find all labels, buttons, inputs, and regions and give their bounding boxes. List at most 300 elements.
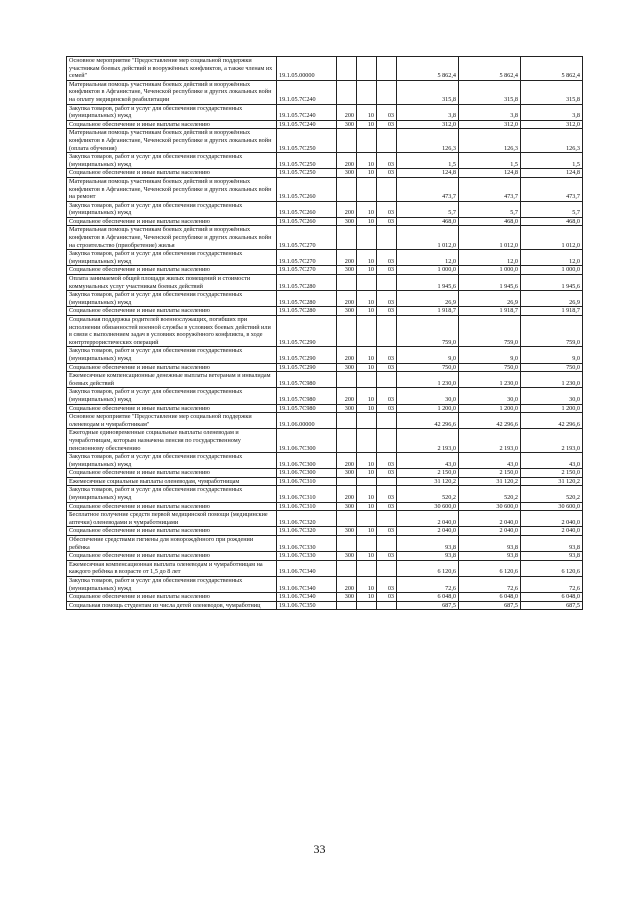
table-row [67, 307, 583, 316]
target-code: 19.1.05.7С250 [277, 169, 337, 178]
amount-year-1: 1 230,0 [397, 372, 459, 388]
amount-year-1: 5,7 [397, 201, 459, 217]
amount-year-1: 126,3 [397, 129, 459, 153]
row-name: Ежемесячные социальные выплаты оленеводам, чумработницам [67, 477, 277, 486]
section [357, 536, 377, 552]
table-row [67, 552, 583, 561]
section: 10 [357, 201, 377, 217]
amount-year-1: 1 200,0 [397, 404, 459, 413]
amount-year-1: 30 600,0 [397, 502, 459, 511]
subsection: 03 [377, 307, 397, 316]
table-row [67, 169, 583, 178]
amount-year-2: 124,8 [459, 169, 521, 178]
amount-year-3: 43,0 [521, 453, 583, 469]
expense-type: 200 [337, 250, 357, 266]
target-code: 19.1.05.7С270 [277, 250, 337, 266]
table-row [67, 511, 583, 527]
amount-year-3: 2 193,0 [521, 429, 583, 453]
subsection: 03 [377, 527, 397, 536]
expense-type: 300 [337, 363, 357, 372]
target-code: 19.1.06.7С340 [277, 560, 337, 576]
subsection [377, 477, 397, 486]
amount-year-1: 43,0 [397, 453, 459, 469]
table-row [67, 502, 583, 511]
amount-year-1: 315,8 [397, 80, 459, 104]
row-name: Социальная помощь студентам из числа детей оленеводов, чумработниц [67, 601, 277, 610]
row-name: Социальная поддержка родителей военнослужащих, погибших при исполнении обязанностей военной службы в условиях боевых действий или в связи с выполнением задач в условиях вооружённого конфликта, в ходе контртеррористических операций [67, 316, 277, 347]
expense-type: 200 [337, 201, 357, 217]
target-code: 19.1.06.7С330 [277, 552, 337, 561]
section: 10 [357, 552, 377, 561]
table-row [67, 429, 583, 453]
section [357, 511, 377, 527]
amount-year-1: 759,0 [397, 316, 459, 347]
amount-year-1: 9,0 [397, 347, 459, 363]
amount-year-2: 6 120,6 [459, 560, 521, 576]
expense-type [337, 477, 357, 486]
amount-year-3: 6 048,0 [521, 593, 583, 602]
table-row [67, 129, 583, 153]
amount-year-3: 12,0 [521, 250, 583, 266]
row-name: Материальная помощь участникам боевых действий и вооружённых конфликтов в Афганистане, Чеченской республике и других локальных войн на строительство (приобретение) жилья [67, 226, 277, 250]
row-name: Закупка товаров, работ и услуг для обеспечения государственных (муниципальных) нужд [67, 250, 277, 266]
amount-year-1: 2 040,0 [397, 527, 459, 536]
amount-year-2: 1 918,7 [459, 307, 521, 316]
table-row [67, 527, 583, 536]
expense-type [337, 511, 357, 527]
subsection: 03 [377, 404, 397, 413]
section [357, 129, 377, 153]
amount-year-2: 5 862,4 [459, 57, 521, 81]
amount-year-1: 124,8 [397, 169, 459, 178]
amount-year-2: 473,7 [459, 177, 521, 201]
row-name: Социальное обеспечение и иные выплаты населению [67, 593, 277, 602]
expense-type [337, 316, 357, 347]
subsection [377, 413, 397, 429]
table-row [67, 57, 583, 81]
target-code: 19.1.06.7С310 [277, 502, 337, 511]
amount-year-3: 124,8 [521, 169, 583, 178]
table-row [67, 201, 583, 217]
amount-year-2: 42 296,6 [459, 413, 521, 429]
amount-year-1: 26,9 [397, 291, 459, 307]
target-code: 19.1.05.7С980 [277, 372, 337, 388]
section [357, 275, 377, 291]
amount-year-1: 687,5 [397, 601, 459, 610]
subsection: 03 [377, 153, 397, 169]
section [357, 226, 377, 250]
amount-year-1: 520,2 [397, 486, 459, 502]
subsection: 03 [377, 347, 397, 363]
amount-year-3: 1 012,0 [521, 226, 583, 250]
table-row [67, 404, 583, 413]
amount-year-2: 1,5 [459, 153, 521, 169]
expense-type: 300 [337, 469, 357, 478]
row-name: Закупка товаров, работ и услуг для обеспечения государственных (муниципальных) нужд [67, 486, 277, 502]
target-code: 19.1.05.7С260 [277, 217, 337, 226]
table-row [67, 477, 583, 486]
amount-year-1: 6 120,6 [397, 560, 459, 576]
amount-year-3: 520,2 [521, 486, 583, 502]
row-name: Закупка товаров, работ и услуг для обеспечения государственных (муниципальных) нужд [67, 291, 277, 307]
table-row [67, 104, 583, 120]
amount-year-3: 1 230,0 [521, 372, 583, 388]
amount-year-3: 30 600,0 [521, 502, 583, 511]
row-name: Бесплатное получение средств первой медицинской помощи (медицинские аптечки) оленеводами и чумработницами [67, 511, 277, 527]
expense-type: 300 [337, 593, 357, 602]
subsection [377, 226, 397, 250]
amount-year-2: 126,3 [459, 129, 521, 153]
amount-year-1: 5 862,4 [397, 57, 459, 81]
target-code: 19.1.05.7С250 [277, 129, 337, 153]
row-name: Ежемесячная компенсационная выплата оленеводам и чумработницам на каждого ребёнка в возрасте от 1,5 до 8 лет [67, 560, 277, 576]
target-code: 19.1.06.7С320 [277, 511, 337, 527]
table-row [67, 363, 583, 372]
target-code: 19.1.05.7С270 [277, 266, 337, 275]
table-row [67, 120, 583, 129]
amount-year-1: 473,7 [397, 177, 459, 201]
target-code: 19.1.06.00000 [277, 413, 337, 429]
amount-year-3: 315,8 [521, 80, 583, 104]
amount-year-1: 1 000,0 [397, 266, 459, 275]
section [357, 601, 377, 610]
amount-year-1: 3,8 [397, 104, 459, 120]
expense-type: 300 [337, 307, 357, 316]
row-name: Социальное обеспечение и иные выплаты населению [67, 502, 277, 511]
target-code: 19.1.05.7С240 [277, 120, 337, 129]
amount-year-1: 6 048,0 [397, 593, 459, 602]
subsection: 03 [377, 486, 397, 502]
amount-year-2: 468,0 [459, 217, 521, 226]
amount-year-3: 5 862,4 [521, 57, 583, 81]
subsection: 03 [377, 502, 397, 511]
subsection: 03 [377, 577, 397, 593]
expense-type [337, 536, 357, 552]
expense-type: 300 [337, 120, 357, 129]
target-code: 19.1.05.7С290 [277, 347, 337, 363]
row-name: Социальное обеспечение и иные выплаты населению [67, 120, 277, 129]
section [357, 177, 377, 201]
table-row [67, 601, 583, 610]
target-code: 19.1.05.7С240 [277, 80, 337, 104]
row-name: Социальное обеспечение и иные выплаты населению [67, 217, 277, 226]
section: 10 [357, 153, 377, 169]
amount-year-2: 520,2 [459, 486, 521, 502]
section [357, 477, 377, 486]
table-row [67, 577, 583, 593]
expense-type [337, 57, 357, 81]
table-row [67, 347, 583, 363]
row-name: Закупка товаров, работ и услуг для обеспечения государственных (муниципальных) нужд [67, 153, 277, 169]
section [357, 560, 377, 576]
amount-year-2: 315,8 [459, 80, 521, 104]
row-name: Закупка товаров, работ и услуг для обеспечения государственных (муниципальных) нужд [67, 577, 277, 593]
table-row [67, 177, 583, 201]
subsection: 03 [377, 291, 397, 307]
amount-year-1: 1,5 [397, 153, 459, 169]
table-row [67, 266, 583, 275]
amount-year-2: 43,0 [459, 453, 521, 469]
amount-year-3: 687,5 [521, 601, 583, 610]
table-row [67, 413, 583, 429]
section: 10 [357, 486, 377, 502]
amount-year-1: 42 296,6 [397, 413, 459, 429]
amount-year-2: 312,0 [459, 120, 521, 129]
section: 10 [357, 104, 377, 120]
expense-type: 300 [337, 404, 357, 413]
amount-year-2: 1 945,6 [459, 275, 521, 291]
amount-year-2: 1 000,0 [459, 266, 521, 275]
amount-year-1: 2 150,0 [397, 469, 459, 478]
expense-type: 300 [337, 169, 357, 178]
amount-year-3: 1 000,0 [521, 266, 583, 275]
subsection [377, 80, 397, 104]
amount-year-3: 26,9 [521, 291, 583, 307]
table-row [67, 536, 583, 552]
amount-year-3: 312,0 [521, 120, 583, 129]
section: 10 [357, 217, 377, 226]
target-code: 19.1.06.7С310 [277, 486, 337, 502]
amount-year-3: 2 040,0 [521, 511, 583, 527]
amount-year-3: 126,3 [521, 129, 583, 153]
amount-year-2: 750,0 [459, 363, 521, 372]
target-code: 19.1.05.7С270 [277, 226, 337, 250]
table-row [67, 372, 583, 388]
subsection: 03 [377, 469, 397, 478]
row-name: Обеспечение средствами гигиены для новорождённого при рождении ребёнка [67, 536, 277, 552]
amount-year-1: 72,6 [397, 577, 459, 593]
row-name: Оплата занимаемой общей площади жилых помещений и стоимости коммунальных услуг участникам боевых действий [67, 275, 277, 291]
target-code: 19.1.05.7С280 [277, 275, 337, 291]
expense-type: 300 [337, 502, 357, 511]
table-row [67, 560, 583, 576]
expense-type: 200 [337, 577, 357, 593]
expense-type [337, 226, 357, 250]
table-row [67, 226, 583, 250]
table-row [67, 275, 583, 291]
subsection [377, 275, 397, 291]
target-code: 19.1.05.7С290 [277, 316, 337, 347]
amount-year-2: 30 600,0 [459, 502, 521, 511]
target-code: 19.1.05.7С980 [277, 388, 337, 404]
subsection: 03 [377, 363, 397, 372]
amount-year-3: 2 150,0 [521, 469, 583, 478]
table-body [67, 57, 583, 610]
amount-year-3: 3,8 [521, 104, 583, 120]
amount-year-2: 93,8 [459, 552, 521, 561]
section: 10 [357, 347, 377, 363]
target-code: 19.1.06.7С340 [277, 593, 337, 602]
expense-type [337, 413, 357, 429]
amount-year-2: 12,0 [459, 250, 521, 266]
section: 10 [357, 502, 377, 511]
budget-table [66, 56, 583, 610]
section [357, 413, 377, 429]
row-name: Социальное обеспечение и иные выплаты населению [67, 527, 277, 536]
section: 10 [357, 291, 377, 307]
row-name: Социальное обеспечение и иные выплаты населению [67, 307, 277, 316]
expense-type: 300 [337, 266, 357, 275]
row-name: Закупка товаров, работ и услуг для обеспечения государственных (муниципальных) нужд [67, 388, 277, 404]
amount-year-2: 2 193,0 [459, 429, 521, 453]
target-code: 19.1.06.7С350 [277, 601, 337, 610]
amount-year-2: 1 012,0 [459, 226, 521, 250]
amount-year-3: 6 120,6 [521, 560, 583, 576]
subsection [377, 601, 397, 610]
target-code: 19.1.05.7С290 [277, 363, 337, 372]
target-code: 19.1.06.7С300 [277, 453, 337, 469]
expense-type: 200 [337, 153, 357, 169]
row-name: Социальное обеспечение и иные выплаты населению [67, 552, 277, 561]
amount-year-3: 93,8 [521, 536, 583, 552]
section [357, 316, 377, 347]
subsection [377, 316, 397, 347]
expense-type [337, 429, 357, 453]
amount-year-2: 30,0 [459, 388, 521, 404]
amount-year-1: 93,8 [397, 536, 459, 552]
subsection [377, 372, 397, 388]
amount-year-3: 1 945,6 [521, 275, 583, 291]
subsection: 03 [377, 250, 397, 266]
amount-year-3: 42 296,6 [521, 413, 583, 429]
amount-year-1: 750,0 [397, 363, 459, 372]
amount-year-1: 468,0 [397, 217, 459, 226]
subsection [377, 177, 397, 201]
amount-year-2: 3,8 [459, 104, 521, 120]
target-code: 19.1.05.7С980 [277, 404, 337, 413]
row-name: Социальное обеспечение и иные выплаты населению [67, 404, 277, 413]
expense-type: 300 [337, 217, 357, 226]
row-name: Материальная помощь участникам боевых действий и вооружённых конфликтов в Афганистане, Чеченской республике и других локальных войн на оплату медицинской реабилитации [67, 80, 277, 104]
amount-year-3: 750,0 [521, 363, 583, 372]
expense-type [337, 601, 357, 610]
amount-year-3: 2 040,0 [521, 527, 583, 536]
subsection [377, 536, 397, 552]
section: 10 [357, 469, 377, 478]
section: 10 [357, 363, 377, 372]
table-row [67, 453, 583, 469]
amount-year-1: 312,0 [397, 120, 459, 129]
section [357, 372, 377, 388]
amount-year-1: 1 945,6 [397, 275, 459, 291]
expense-type: 200 [337, 104, 357, 120]
amount-year-3: 5,7 [521, 201, 583, 217]
row-name: Ежегодные единовременные социальные выплаты оленеводам и чумработницам, которым назначена пенсия по государственному пенсионному обеспечению [67, 429, 277, 453]
section: 10 [357, 593, 377, 602]
row-name: Социальное обеспечение и иные выплаты населению [67, 266, 277, 275]
amount-year-1: 30,0 [397, 388, 459, 404]
subsection: 03 [377, 453, 397, 469]
amount-year-1: 31 120,2 [397, 477, 459, 486]
row-name: Закупка товаров, работ и услуг для обеспечения государственных (муниципальных) нужд [67, 347, 277, 363]
row-name: Основное мероприятие "Предоставление мер социальной поддержки оленеводам и чумработникам" [67, 413, 277, 429]
amount-year-2: 2 150,0 [459, 469, 521, 478]
row-name: Закупка товаров, работ и услуг для обеспечения государственных (муниципальных) нужд [67, 453, 277, 469]
amount-year-2: 759,0 [459, 316, 521, 347]
section: 10 [357, 307, 377, 316]
row-name: Ежемесячные компенсационные денежные выплаты ветеранам и инвалидам боевых действий [67, 372, 277, 388]
subsection: 03 [377, 388, 397, 404]
subsection: 03 [377, 169, 397, 178]
expense-type [337, 372, 357, 388]
amount-year-3: 1 200,0 [521, 404, 583, 413]
table-row [67, 469, 583, 478]
amount-year-1: 1 918,7 [397, 307, 459, 316]
amount-year-3: 9,0 [521, 347, 583, 363]
expense-type: 200 [337, 486, 357, 502]
table-row [67, 217, 583, 226]
amount-year-2: 687,5 [459, 601, 521, 610]
target-code: 19.1.05.7С260 [277, 177, 337, 201]
amount-year-1: 93,8 [397, 552, 459, 561]
amount-year-1: 1 012,0 [397, 226, 459, 250]
expense-type: 300 [337, 552, 357, 561]
page-number: 33 [313, 842, 326, 856]
amount-year-3: 1,5 [521, 153, 583, 169]
expense-type [337, 80, 357, 104]
section [357, 80, 377, 104]
amount-year-1: 2 193,0 [397, 429, 459, 453]
amount-year-3: 473,7 [521, 177, 583, 201]
amount-year-1: 12,0 [397, 250, 459, 266]
table-row [67, 486, 583, 502]
subsection: 03 [377, 266, 397, 275]
table-row [67, 388, 583, 404]
subsection [377, 429, 397, 453]
amount-year-2: 2 040,0 [459, 511, 521, 527]
expense-type [337, 275, 357, 291]
row-name: Социальное обеспечение и иные выплаты населению [67, 169, 277, 178]
row-name: Социальное обеспечение и иные выплаты населению [67, 363, 277, 372]
section: 10 [357, 169, 377, 178]
section: 10 [357, 577, 377, 593]
amount-year-2: 1 230,0 [459, 372, 521, 388]
row-name: Социальное обеспечение и иные выплаты населению [67, 469, 277, 478]
expense-type: 200 [337, 453, 357, 469]
subsection: 03 [377, 217, 397, 226]
section: 10 [357, 388, 377, 404]
amount-year-1: 2 040,0 [397, 511, 459, 527]
target-code: 19.1.05.7С240 [277, 104, 337, 120]
target-code: 19.1.05.00000 [277, 57, 337, 81]
subsection: 03 [377, 120, 397, 129]
amount-year-3: 72,6 [521, 577, 583, 593]
target-code: 19.1.05.7С260 [277, 201, 337, 217]
amount-year-2: 93,8 [459, 536, 521, 552]
target-code: 19.1.05.7С280 [277, 307, 337, 316]
target-code: 19.1.06.7С310 [277, 477, 337, 486]
subsection [377, 129, 397, 153]
amount-year-2: 2 040,0 [459, 527, 521, 536]
expense-type: 200 [337, 388, 357, 404]
section: 10 [357, 527, 377, 536]
amount-year-2: 9,0 [459, 347, 521, 363]
section: 10 [357, 453, 377, 469]
amount-year-3: 31 120,2 [521, 477, 583, 486]
amount-year-2: 26,9 [459, 291, 521, 307]
section: 10 [357, 404, 377, 413]
table-row [67, 80, 583, 104]
amount-year-2: 31 120,2 [459, 477, 521, 486]
amount-year-3: 93,8 [521, 552, 583, 561]
target-code: 19.1.06.7С330 [277, 536, 337, 552]
section [357, 429, 377, 453]
target-code: 19.1.06.7С340 [277, 577, 337, 593]
target-code: 19.1.05.7С250 [277, 153, 337, 169]
table-row [67, 250, 583, 266]
amount-year-2: 72,6 [459, 577, 521, 593]
expense-type [337, 129, 357, 153]
